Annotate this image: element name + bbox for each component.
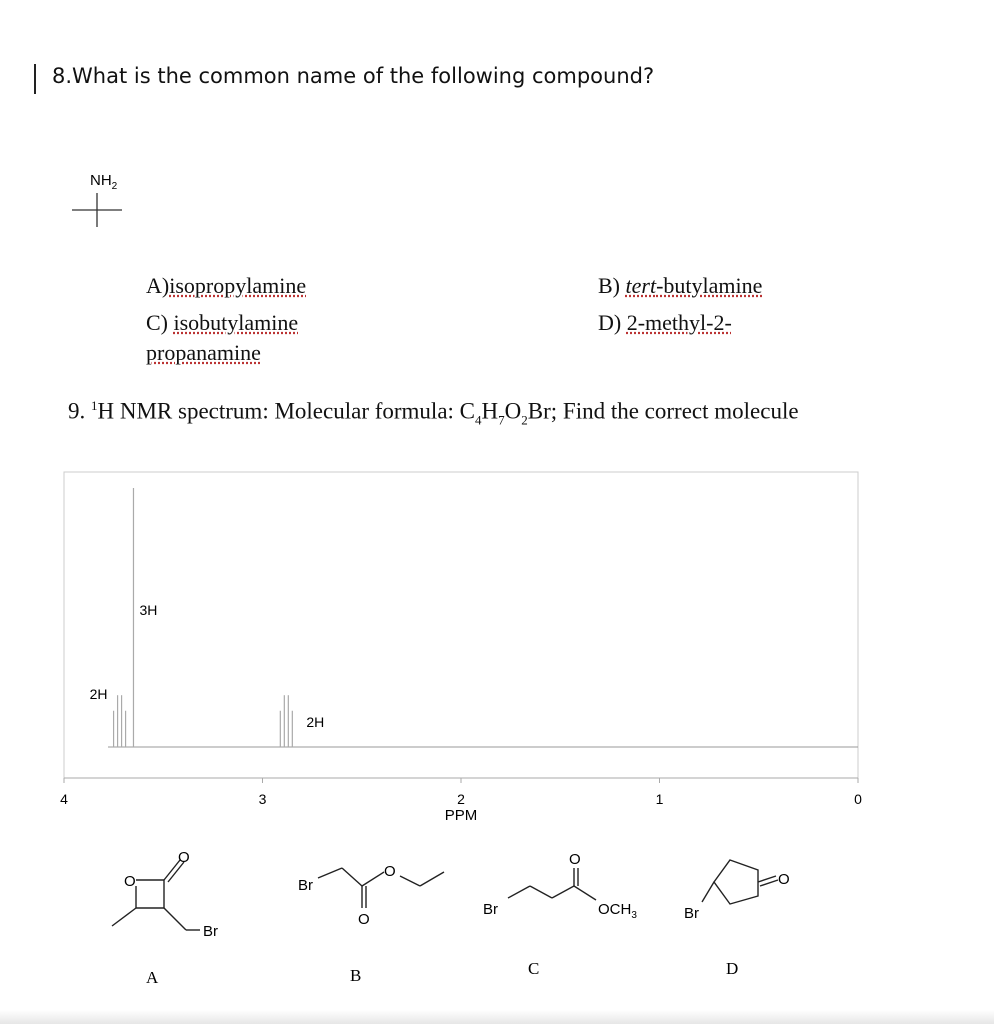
option-b-italic: tert — [625, 273, 657, 298]
mol-d-br: Br — [684, 905, 699, 922]
mol-b-br: Br — [298, 877, 313, 894]
text-cursor — [34, 64, 36, 94]
option-b — [598, 273, 762, 299]
mol-c-och3-text: OCH — [598, 901, 632, 918]
mol-a-br: Br — [203, 923, 218, 940]
molecule-c — [508, 868, 596, 900]
mol-c-label: C — [528, 959, 540, 978]
molecule-b — [318, 868, 444, 908]
mol-d-label: D — [726, 959, 739, 978]
option-d-continued-text: propanamine — [146, 340, 261, 365]
mol-c-och3 — [598, 901, 637, 921]
mol-b-ester-o: O — [384, 863, 396, 880]
q9-sub7: 7 — [498, 412, 505, 428]
x-tick-label: 1 — [655, 791, 664, 807]
tert-butylamine-structure — [60, 165, 140, 235]
mol-a-ring-o: O — [124, 873, 136, 890]
x-tick-label: 4 — [60, 791, 68, 807]
molecule-d — [702, 860, 778, 904]
nmr-integration-label: 2H — [306, 714, 325, 730]
q9-text-before: H NMR spectrum: Molecular formula: C — [97, 398, 476, 424]
mol-c-carbonyl-o: O — [569, 851, 581, 868]
nmr-peak — [280, 695, 292, 747]
page-bottom-edge — [0, 1010, 994, 1024]
option-d-text: 2-methyl-2- — [626, 310, 732, 335]
option-a-prefix: A) — [146, 273, 170, 298]
mol-b-label: B — [350, 966, 362, 985]
mol-c-br: Br — [483, 901, 498, 918]
mol-c-och3-sub: 3 — [631, 910, 637, 921]
option-c — [146, 310, 298, 336]
option-b-prefix: B) — [598, 273, 626, 298]
question-8: 8.What is the common name of the following compound? — [52, 64, 655, 88]
q9-h: H — [481, 398, 499, 424]
q9-sub4: 4 — [475, 412, 482, 428]
q9-sub2: 2 — [521, 412, 528, 428]
option-a — [146, 273, 306, 299]
x-tick-label: 0 — [854, 791, 862, 807]
nh2-label — [90, 172, 118, 192]
option-c-text: isobutylamine — [173, 310, 299, 335]
nh2-subscript: 2 — [111, 181, 118, 192]
nmr-spectrum — [0, 460, 994, 830]
option-c-prefix: C) — [146, 310, 174, 335]
x-axis-title: PPM — [444, 807, 478, 824]
nmr-integration-label: 3H — [139, 602, 158, 618]
question-9 — [68, 398, 799, 428]
x-tick-label: 3 — [258, 791, 267, 807]
q9-text-after: Br; Find the correct molecule — [527, 398, 799, 424]
mol-a-carbonyl-o: O — [178, 849, 190, 866]
option-d-prefix: D) — [598, 310, 627, 335]
q9-number: 9. — [68, 398, 86, 424]
plot-frame — [64, 472, 858, 778]
mol-d-o: O — [778, 871, 790, 888]
x-tick-label: 2 — [457, 791, 465, 807]
q9-sup: 1 — [91, 398, 98, 413]
option-b-rest: -butylamine — [656, 273, 763, 298]
option-a-text: isopropylamine — [169, 273, 307, 298]
nh2-text: NH — [90, 172, 112, 189]
option-d-continued — [146, 340, 261, 366]
q9-o: O — [504, 398, 522, 424]
nmr-integration-label: 2H — [89, 686, 108, 702]
molecule-a — [112, 860, 200, 930]
option-d — [598, 310, 732, 336]
nmr-peak — [114, 695, 126, 747]
mol-a-label: A — [146, 968, 159, 987]
mol-b-carbonyl-o: O — [358, 911, 370, 928]
answer-molecules — [0, 838, 994, 988]
